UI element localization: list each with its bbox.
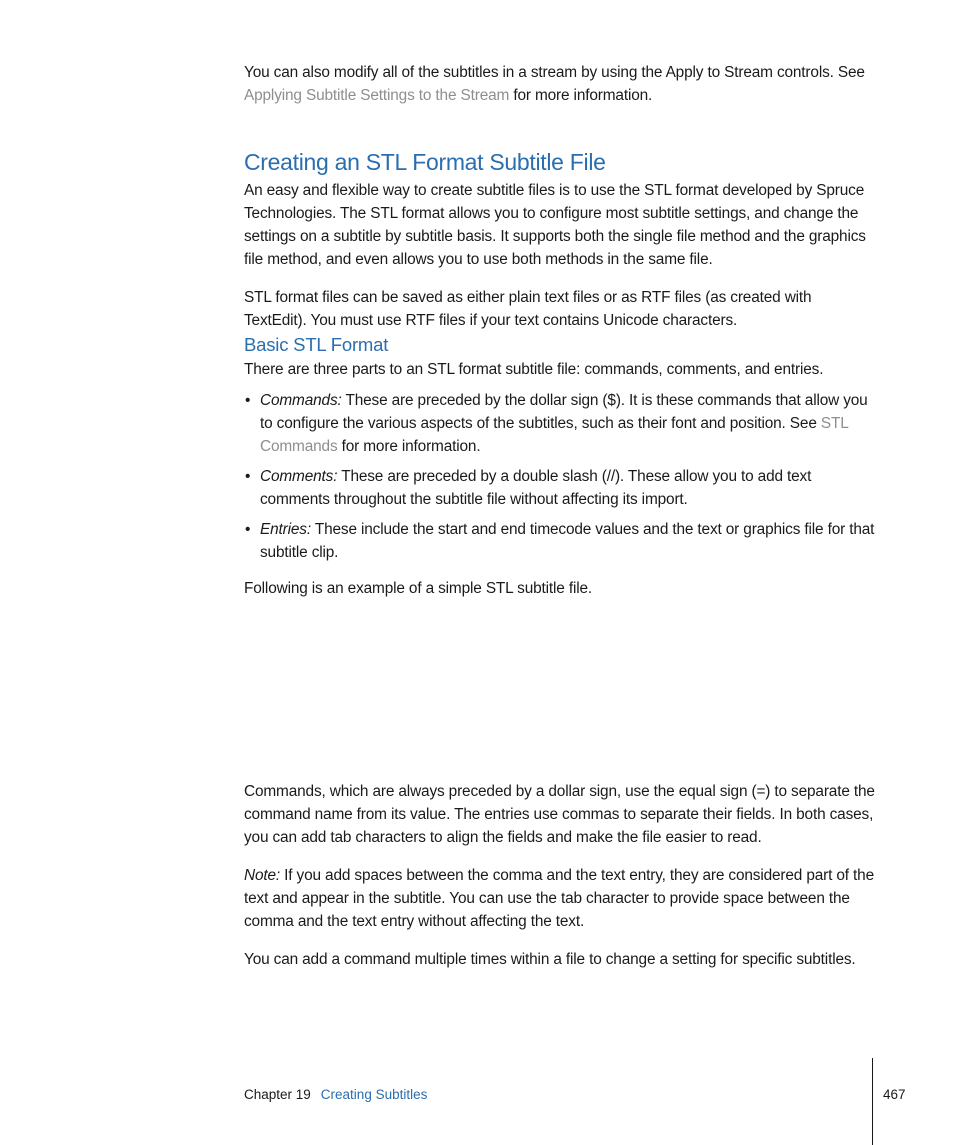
commands-paragraph: Commands, which are always preceded by a dollar sign, use the equal sign (=) to separate the command name from its value. The entries use commas to separate their fields. In both cases, you can add tab characters to align the fields and make the file easier to read. <box>244 783 875 846</box>
bullet-term: Commands: <box>260 392 342 409</box>
bullet-text: These are preceded by the dollar sign ($). It is these commands that allow you to configure the various aspects of the subtitles, such as their font and position. See <box>260 392 868 432</box>
section-title: Creating an STL Format Subtitle File <box>244 149 606 175</box>
list-item <box>244 389 876 458</box>
bullet-text: These are preceded by a double slash (//). These allow you to add text comments throughout the subtitle file without affecting its import. <box>260 468 812 508</box>
bullet-dot: • <box>245 392 251 409</box>
applying-subtitle-settings-link[interactable]: Applying Subtitle Settings to the Stream <box>244 87 510 104</box>
last-paragraph: You can add a command multiple times within a file to change a setting for specific subtitles. <box>244 951 856 968</box>
parts-list <box>244 389 876 564</box>
page-number: 467 <box>883 1087 906 1102</box>
bullet-text: These include the start and end timecode values and the text or graphics file for that subtitle clip. <box>260 521 875 561</box>
list-item <box>244 465 876 511</box>
section-paragraph-2: STL format files can be saved as either plain text files or as RTF files (as created with TextEdit). You must use RTF files if your text contains Unicode characters. <box>244 289 812 329</box>
note-text: If you add spaces between the comma and the text entry, they are considered part of the text and appear in the subtitle. You can use the tab character to provide space between the comma and the text entry without affecting the text. <box>244 867 874 930</box>
subsection-title: Basic STL Format <box>244 334 389 355</box>
intro-paragraph <box>244 61 876 107</box>
intro-text-after: for more information. <box>509 87 653 104</box>
section-paragraph-1: An easy and flexible way to create subtitle files is to use the STL format developed by Spruce Technologies. The STL format allows you to configure most subtitle settings, and change the settings on a subtitle by subtitle basis. It supports both the single file method and the graphics file method, and even allows you to use both methods in the same file. <box>244 182 866 268</box>
bullet-dot: • <box>245 521 251 538</box>
chapter-label: Chapter 19 <box>244 1087 311 1102</box>
bullet-term: Comments: <box>260 468 338 485</box>
subsection-intro: There are three parts to an STL format subtitle file: commands, comments, and entries. <box>244 361 824 378</box>
note-paragraph <box>244 864 876 933</box>
page-footer <box>244 1084 884 1106</box>
bullet-term: Entries: <box>260 521 311 538</box>
list-item <box>244 518 876 564</box>
note-label: Note: <box>244 867 281 884</box>
intro-text: You can also modify all of the subtitles in a stream by using the Apply to Stream controls. See <box>244 64 865 81</box>
page-content <box>244 61 876 971</box>
example-intro: Following is an example of a simple STL subtitle file. <box>244 580 593 597</box>
bullet-dot: • <box>245 468 251 485</box>
stl-commands-link[interactable]: STL Commands <box>260 415 849 455</box>
chapter-title-link[interactable]: Creating Subtitles <box>320 1087 428 1102</box>
bullet-text-after: for more information. <box>337 438 481 455</box>
example-figure-area <box>244 600 876 780</box>
